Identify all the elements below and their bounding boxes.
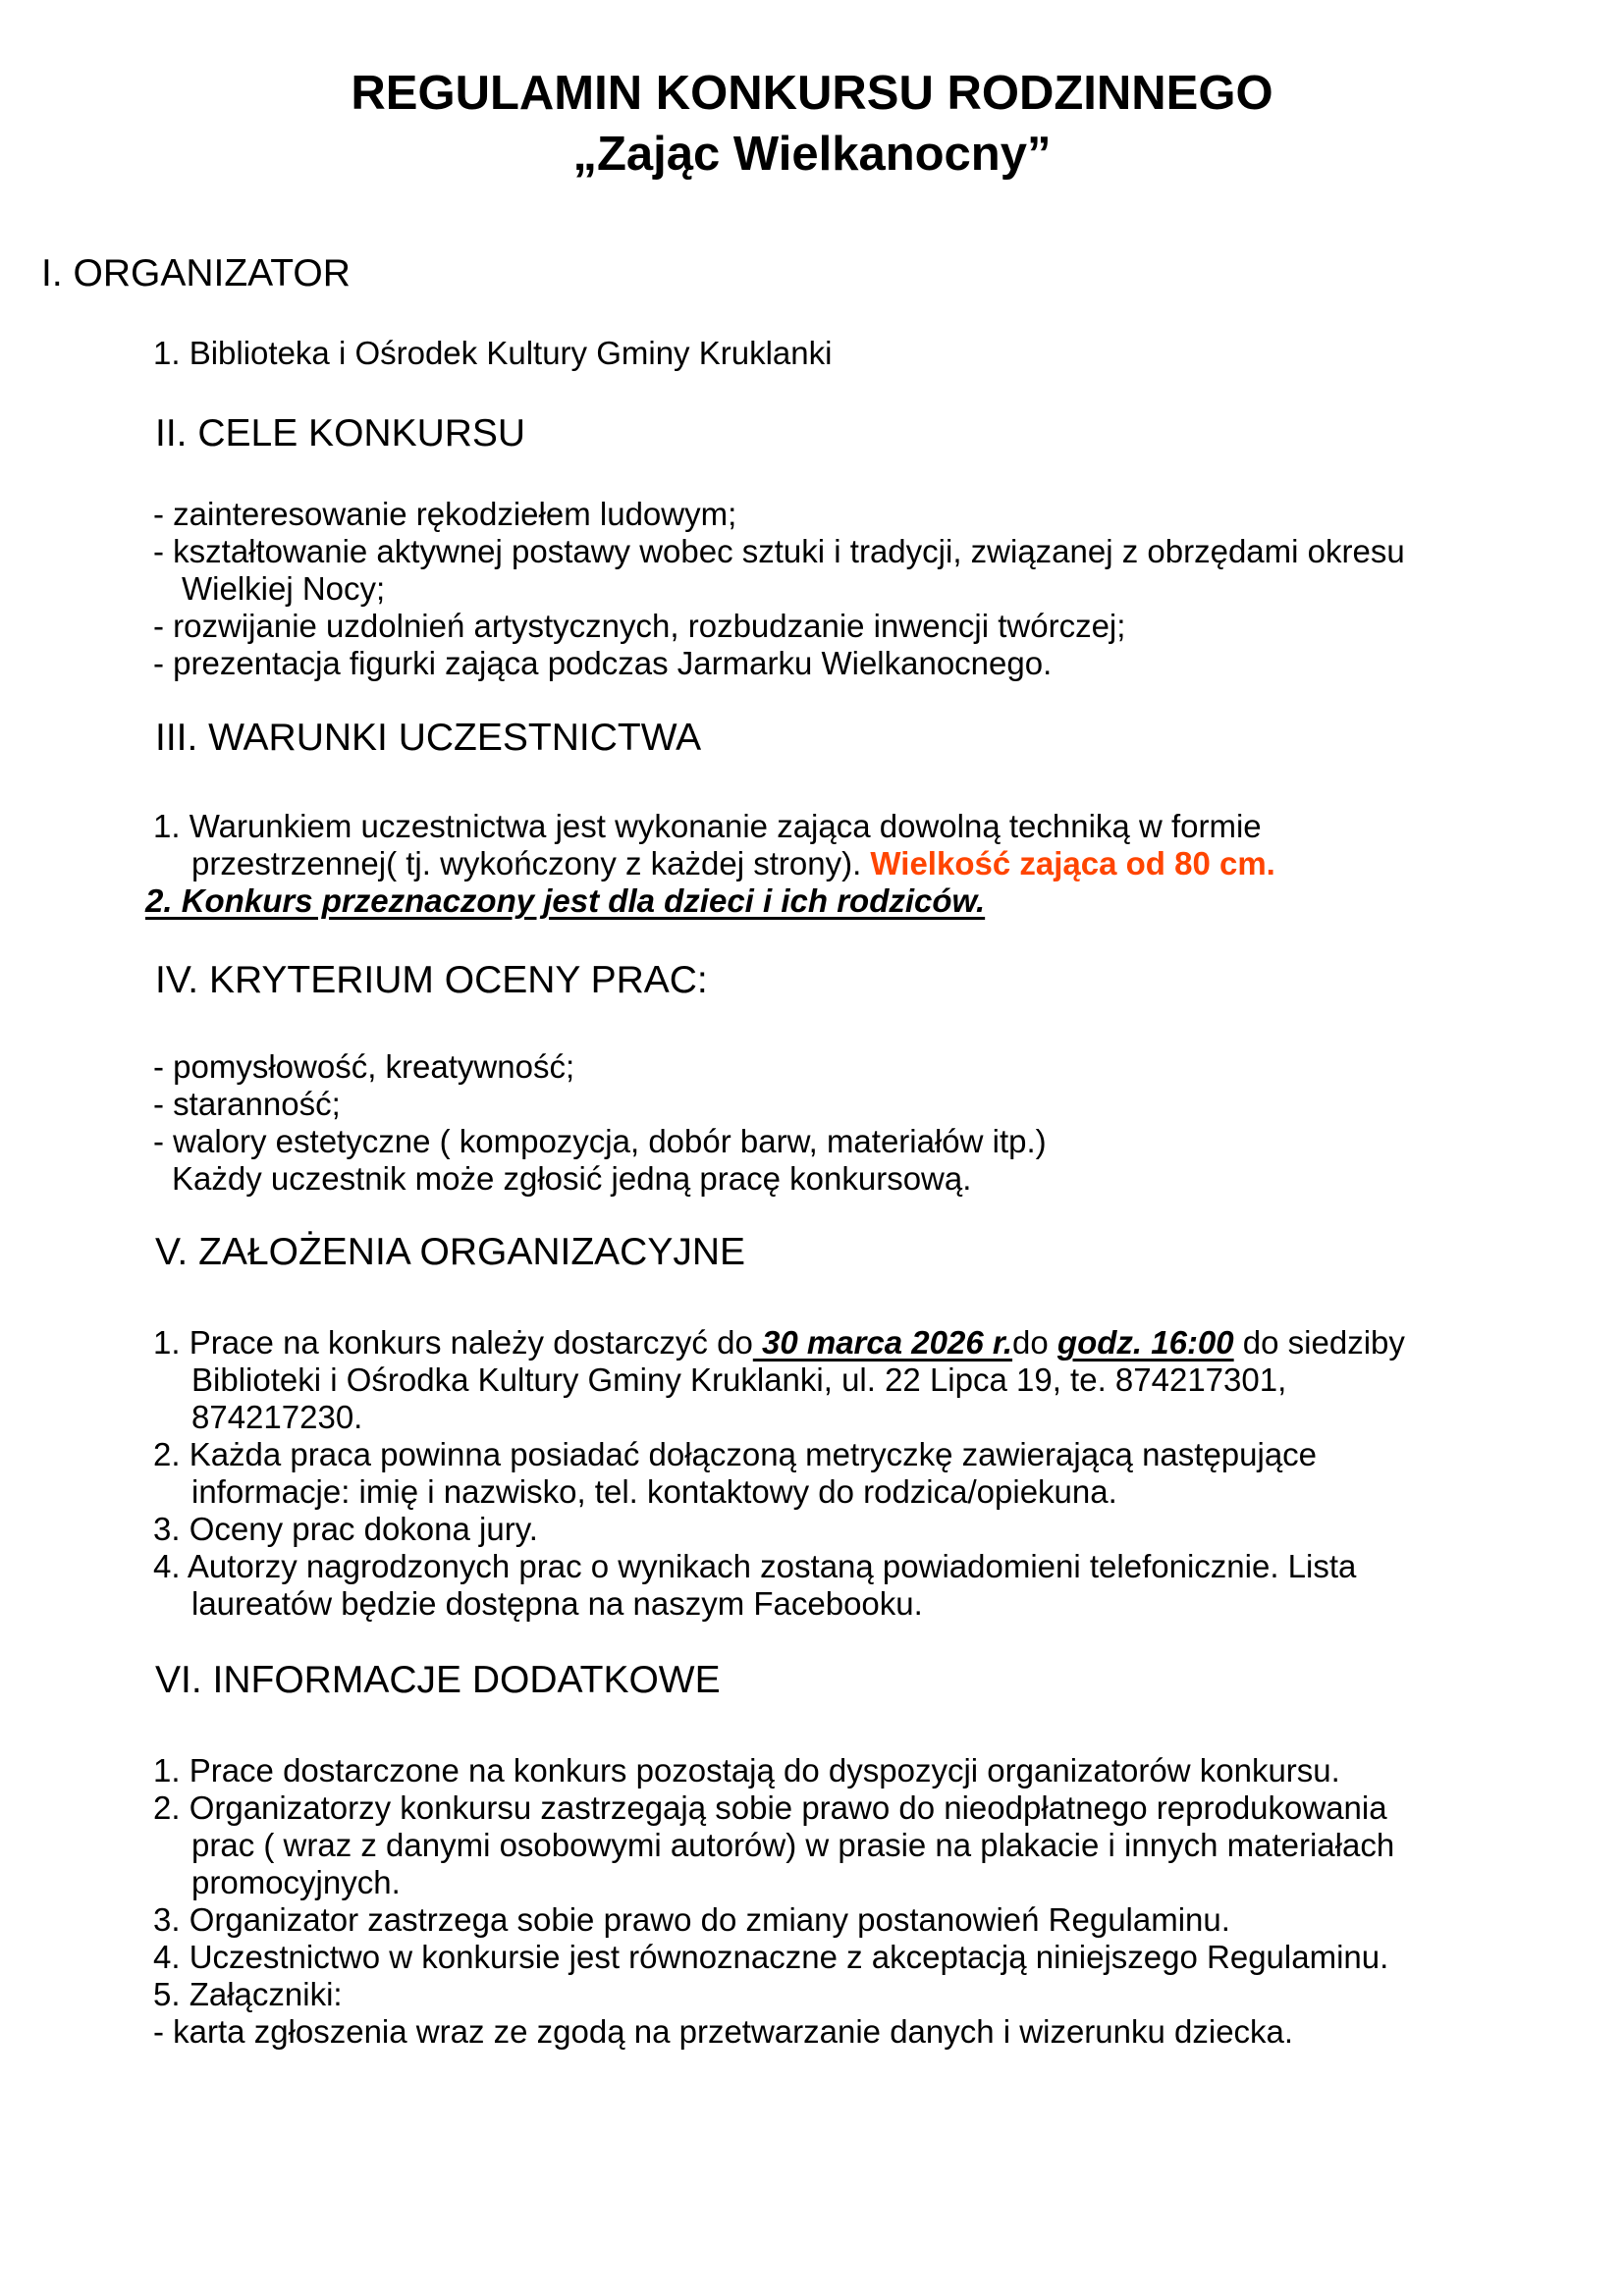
additional-item: - karta zgłoszenia wraz ze zgodą na przetwarzanie danych i wizerunku dziecka. bbox=[153, 2013, 1294, 2050]
section-heading-additional: VI. INFORMACJE DODATKOWE bbox=[155, 1659, 721, 1701]
title-line-1: REGULAMIN KONKURSU RODZINNEGO bbox=[351, 67, 1273, 120]
organization-item: 2. Każda praca powinna posiadać dołączoną metryczkę zawierającą następujące bbox=[153, 1436, 1318, 1472]
organization-item-continuation: 874217230. bbox=[191, 1399, 363, 1435]
organization-item: 3. Oceny prac dokona jury. bbox=[153, 1511, 538, 1547]
organization-item-continuation: laureatów będzie dostępna na naszym Facebooku. bbox=[191, 1585, 923, 1622]
section-heading-organizer: I. ORGANIZATOR bbox=[41, 252, 351, 294]
section-heading-participation: III. WARUNKI UCZESTNICTWA bbox=[155, 717, 702, 759]
participation-rule-emphasized: 2. Konkurs przeznaczony jest dla dzieci i ich rodziców. bbox=[145, 882, 986, 919]
criteria-item: - pomysłowość, kreatywność; bbox=[153, 1048, 575, 1085]
deadline-date-emphasized: 30 marca 2026 r. bbox=[752, 1324, 1013, 1361]
deadline-text: 1. Prace na konkurs należy dostarczyć do bbox=[153, 1324, 753, 1361]
deadline-text: do siedziby bbox=[1233, 1324, 1405, 1361]
criteria-item: - walory estetyczne ( kompozycja, dobór barw, materiałów itp.) bbox=[153, 1123, 1047, 1159]
additional-item-continuation: prac ( wraz z danymi osobowymi autorów) w prasie na plakacie i innych materiałach bbox=[191, 1827, 1395, 1863]
organization-item: 4. Autorzy nagrodzonych prac o wynikach zostaną powiadomieni telefonicznie. Lista bbox=[153, 1548, 1357, 1584]
goals-item: - rozwijanie uzdolnień artystycznych, rozbudzanie inwencji twórczej; bbox=[153, 608, 1126, 644]
goals-item: - kształtowanie aktywnej postawy wobec sztuki i tradycji, związanej z obrzędami okresu bbox=[153, 533, 1405, 569]
section-heading-goals: II. CELE KONKURSU bbox=[155, 412, 526, 454]
additional-item-continuation: promocyjnych. bbox=[191, 1864, 401, 1900]
additional-item: 4. Uczestnictwo w konkursie jest równoznaczne z akceptacją niniejszego Regulaminu. bbox=[153, 1939, 1389, 1975]
goals-item-continuation: Wielkiej Nocy; bbox=[182, 570, 386, 607]
additional-item: 1. Prace dostarczone na konkurs pozostają do dyspozycji organizatorów konkursu. bbox=[153, 1752, 1340, 1789]
participation-item-continuation bbox=[191, 845, 1624, 882]
participation-item: 1. Warunkiem uczestnictwa jest wykonanie zająca dowolną techniką w formie bbox=[153, 808, 1262, 844]
goals-item: - prezentacja figurki zająca podczas Jarmarku Wielkanocnego. bbox=[153, 645, 1053, 681]
deadline-time-emphasized: godz. 16:00 bbox=[1056, 1324, 1234, 1361]
document-title bbox=[0, 63, 1624, 185]
title-line-2: „Zając Wielkanocny” bbox=[572, 128, 1052, 181]
organization-item-continuation: Biblioteki i Ośrodka Kultury Gminy Kruklanki, ul. 22 Lipca 19, te. 874217301, bbox=[191, 1362, 1287, 1398]
participation-text: przestrzennej( tj. wykończony z każdej strony). bbox=[191, 845, 871, 881]
section-heading-organization: V. ZAŁOŻENIA ORGANIZACYJNE bbox=[155, 1231, 746, 1273]
organization-item bbox=[153, 1324, 1624, 1362]
deadline-text: do bbox=[1012, 1324, 1057, 1361]
size-requirement-highlight: Wielkość zająca od 80 cm. bbox=[870, 845, 1275, 881]
additional-item: 3. Organizator zastrzega sobie prawo do zmiany postanowień Regulaminu. bbox=[153, 1901, 1230, 1938]
additional-item: 2. Organizatorzy konkursu zastrzegają sobie prawo do nieodpłatnego reprodukowania bbox=[153, 1789, 1387, 1826]
section-heading-criteria: IV. KRYTERIUM OCENY PRAC: bbox=[155, 959, 708, 1001]
additional-item: 5. Załączniki: bbox=[153, 1976, 343, 2012]
organization-item-continuation: informacje: imię i nazwisko, tel. kontaktowy do rodzica/opiekuna. bbox=[191, 1473, 1117, 1510]
goals-item: - zainteresowanie rękodziełem ludowym; bbox=[153, 496, 737, 532]
criteria-note: Każdy uczestnik może zgłosić jedną pracę konkursową. bbox=[172, 1160, 972, 1197]
criteria-item: - staranność; bbox=[153, 1086, 341, 1122]
organizer-item: 1. Biblioteka i Ośrodek Kultury Gminy Kruklanki bbox=[153, 335, 833, 371]
